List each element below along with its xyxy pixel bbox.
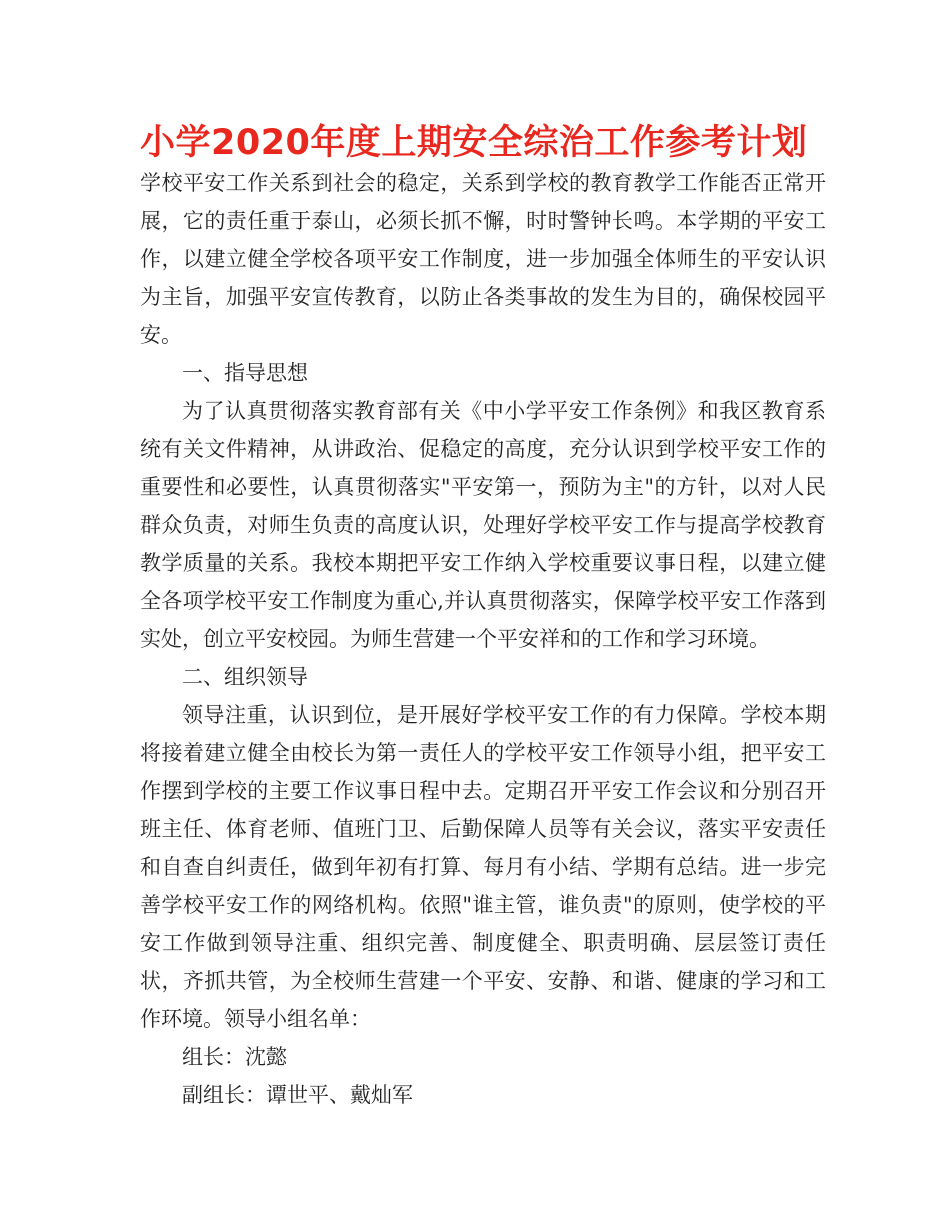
section-heading-organization: 二、组织领导: [182, 665, 308, 689]
group-leader-line: 组长：沈懿: [182, 1045, 287, 1069]
intro-paragraph: 学校平安工作关系到社会的稳定，关系到学校的教育教学工作能否正常开展，它的责任重于泰山，必须长抓不懈，时时警钟长鸣。本学期的平安工作，以建立健全学校各项平安工作制度，进一步加强全体师生的平安认识为主旨，加强平安宣传教育，以防止各类事故的发生为目的，确保校园平安。: [140, 171, 826, 347]
document-title: 小学2020年度上期安全综治工作参考计划: [140, 123, 808, 163]
guiding-thought-paragraph: 为了认真贯彻落实教育部有关《中小学平安工作条例》和我区教育系统有关文件精神，从讲政治、促稳定的高度，充分认识到学校平安工作的重要性和必要性，认真贯彻落实"平安第一，预防为主"的方针，以对人民群众负责，对师生负责的高度认识，处理好学校平安工作与提高学校教育教学质量的关系。我校本期把平安工作纳入学校重要议事日程，以建立健全各项学校平安工作制度为重心,并认真贯彻落实，保障学校平安工作落到实处，创立平安校园。为师生营建一个平安祥和的工作和学习环境。: [140, 399, 826, 651]
section-heading-guiding-thought: 一、指导思想: [182, 361, 308, 385]
organization-paragraph: 领导注重，认识到位，是开展好学校平安工作的有力保障。学校本期将接着建立健全由校长为第一责任人的学校平安工作领导小组，把平安工作摆到学校的主要工作议事日程中去。定期召开平安工作会议和分别召开班主任、体育老师、值班门卫、后勤保障人员等有关会议，落实平安责任和自查自纠责任，做到年初有打算、每月有小结、学期有总结。进一步完善学校平安工作的网络机构。依照"谁主管，谁负责"的原则，使学校的平安工作做到领导注重、组织完善、制度健全、职责明确、层层签订责任状，齐抓共管，为全校师生营建一个平安、安静、和谐、健康的学习和工作环境。领导小组名单：: [140, 703, 826, 1031]
deputy-leader-line: 副组长：谭世平、戴灿军: [182, 1083, 413, 1107]
